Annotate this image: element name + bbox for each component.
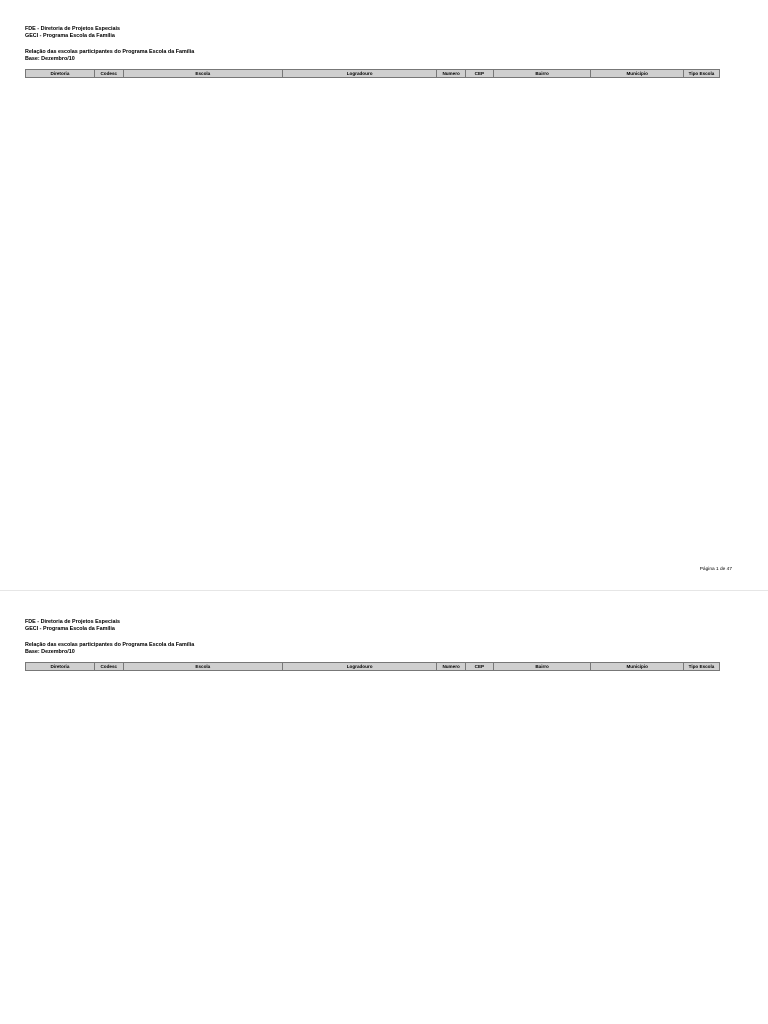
column-header: Numero	[437, 70, 466, 78]
table-header-row	[26, 70, 720, 78]
column-header: Diretoria	[26, 70, 95, 78]
column-header: Escola	[123, 70, 282, 78]
column-header: Codesc	[94, 663, 123, 671]
column-header: Município	[591, 70, 684, 78]
column-header: Escola	[123, 663, 282, 671]
report-description: Relação das escolas participantes do Programa Escola da Família	[25, 49, 195, 55]
column-header: Codesc	[94, 70, 123, 78]
column-header: CEP	[466, 663, 494, 671]
schools-table	[25, 69, 720, 78]
report-subtitle: GECI - Programa Escola da Família	[25, 626, 115, 632]
column-header: Tipo Escola	[683, 663, 719, 671]
report-base-date: Base: Dezembro/10	[25, 649, 75, 655]
column-header: Tipo Escola	[683, 70, 719, 78]
report-title: FDE - Diretoria de Projetos Especiais	[25, 619, 120, 625]
report-subtitle: GECI - Programa Escola da Família	[25, 33, 115, 39]
column-header: Diretoria	[26, 663, 95, 671]
schools-table	[25, 662, 720, 671]
column-header: CEP	[466, 70, 494, 78]
report-page-1	[25, 26, 720, 78]
page-number: Página 1 de 47	[699, 567, 732, 572]
report-page-2	[25, 619, 720, 671]
column-header: Logradouro	[283, 663, 437, 671]
report-title: FDE - Diretoria de Projetos Especiais	[25, 26, 120, 32]
column-header: Bairro	[493, 663, 591, 671]
report-base-date: Base: Dezembro/10	[25, 56, 75, 62]
column-header: Município	[591, 663, 684, 671]
page-separator	[0, 590, 768, 591]
column-header: Bairro	[493, 70, 591, 78]
column-header: Logradouro	[283, 70, 437, 78]
report-description: Relação das escolas participantes do Programa Escola da Família	[25, 642, 195, 648]
table-header-row	[26, 663, 720, 671]
column-header: Numero	[437, 663, 466, 671]
